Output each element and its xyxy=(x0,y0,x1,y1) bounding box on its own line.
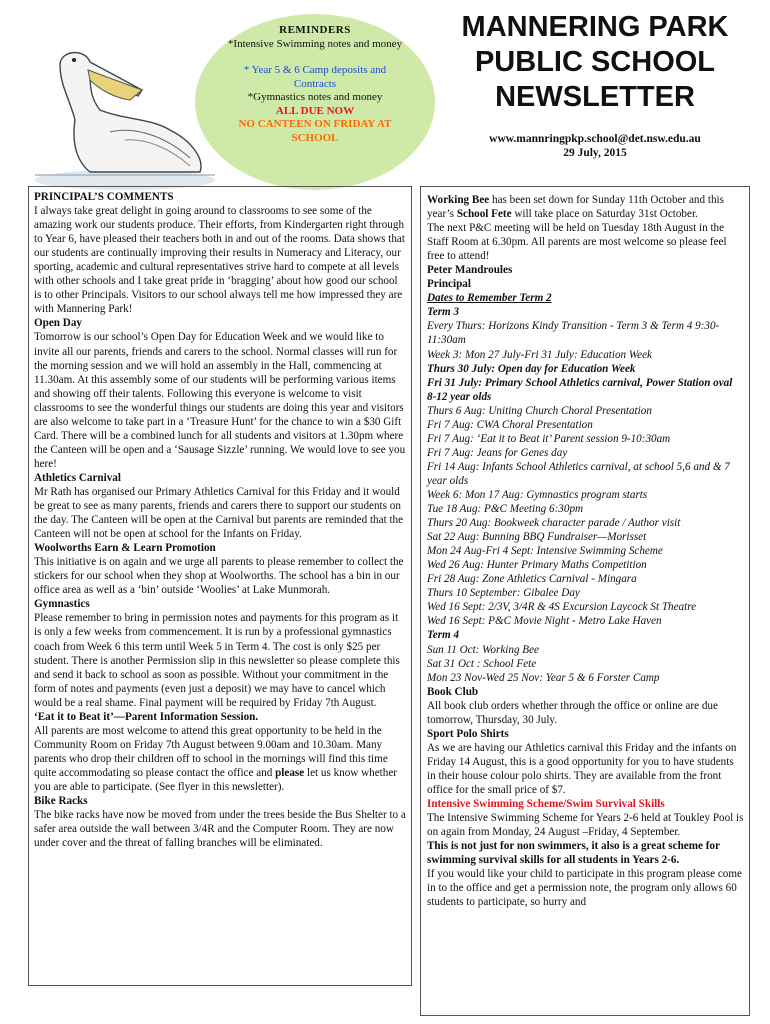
swimming-text: The Intensive Swimming Scheme for Years 2-6 held at Toukley Pool is on again from Monday, 24 August –Friday, 4 September. xyxy=(427,812,744,839)
polo-heading: Sport Polo Shirts xyxy=(427,727,509,740)
signature-name: Peter Mandroules xyxy=(427,264,513,277)
term4-heading: Term 4 xyxy=(427,629,460,642)
date-item: Every Thurs: Horizons Kindy Transition - Term 3 & Term 4 9:30-11:30am xyxy=(427,320,720,347)
athletics-text: Mr Rath has organised our Primary Athletics Carnival for this Friday and it would be great to see as many parents, friends and carers there to support our students on the day. The Canteen will be open at the Carnival but parents are reminded that the Canteen will not be open at school for the Infants on Friday. xyxy=(34,485,404,541)
gymnastics-heading: Gymnastics xyxy=(34,598,90,611)
date-item: Sat 31 Oct : School Fete xyxy=(427,657,537,670)
masthead-line-1: MANNERING PARK xyxy=(461,11,729,43)
masthead-line-2: PUBLIC SCHOOL xyxy=(474,46,716,78)
principal-text: I always take great delight in going around to classrooms to see some of the amazing work our students produce. Their efforts, from Kindergarten right through to Year 6, have pleased their teachers both in and out of the rooms. Data shows that our students are continually improving their results in Numeracy and Literacy, our sporting, academic and cultural representatives strive hard to compete at all levels with other schools and I take great pride in ‘bragging’ about how good our school is to other Principals. Visitors to our school always tell me how impressed they are with Mannering Park! xyxy=(34,205,405,316)
reminder-camp: * Year 5 & 6 Camp deposits and Contracts xyxy=(243,64,387,90)
dates-heading: Dates to Remember Term 2 xyxy=(427,292,552,305)
working-bee-text: Working Bee has been set down for Sunday 11th October and this year’s School Fete will take place on Saturday 31st October. xyxy=(427,194,724,221)
bike-text: The bike racks have now be moved from under the trees beside the Bus Shelter to a safer area outside the wall between 3/4R and the Computer Room. They are now under cover and the threat of falling branches will be eliminated. xyxy=(34,809,406,850)
left-column xyxy=(28,186,412,986)
date-item: Fri 7 Aug: CWA Choral Presentation xyxy=(427,418,593,431)
issue-date: 29 July, 2015 xyxy=(563,147,627,159)
date-item: Fri 14 Aug: Infants School Athletics carnival, at school 5,6 and & 7 year olds xyxy=(427,460,730,487)
swimming-bold-text: This is not just for non swimmers, it also is a great scheme for swimming survival skills for all students in Years 2-6. xyxy=(427,840,720,867)
date-item: Sat 22 Aug: Bunning BBQ Fundraiser—Morisset xyxy=(427,531,647,544)
openday-text: Tomorrow is our school’s Open Day for Education Week and we would like to invite all our parents, friends and carers to the school. Normal classes will run for the morning session and we will hold an assembly in the Hall, commencing at 11.30am. At this assembly some of our students will be performing various items and showing off their talents. Following this everyone is welcome to visit classrooms to see the wonderful things our students are doing this year and visitors are also welcome to take part in a ‘Treasure Hunt’ for the chance to win a $30 Gift Card. There will be a combined lunch for all students and visitors at 1.30pm where the Canteen will be open and a ‘Sausage Sizzle’ running. We would love to see you here! xyxy=(34,331,406,470)
date-item: Wed 16 Sept: P&C Movie Night - Metro Lake Haven xyxy=(427,615,662,628)
masthead-line-3: NEWSLETTER xyxy=(495,81,695,113)
woolworths-heading: Woolworths Earn & Learn Promotion xyxy=(34,542,216,555)
eat-it-heading: ‘Eat it to Beat it’—Parent Information Session. xyxy=(34,710,259,723)
date-item: Tue 18 Aug: P&C Meeting 6:30pm xyxy=(427,503,584,516)
pc-meeting-text: The next P&C meeting will be held on Tuesday 18th August in the Staff Room at 6.30pm. All parents are most welcome so please feel free to attend! xyxy=(427,222,727,263)
reminder-swimming: *Intensive Swimming notes and money xyxy=(227,37,403,50)
date-item: Fri 28 Aug: Zone Athletics Carnival - Mingara xyxy=(427,573,637,586)
reminder-all-due: ALL DUE NOW xyxy=(275,104,355,117)
athletics-heading: Athletics Carnival xyxy=(34,471,121,484)
right-column xyxy=(420,186,750,1016)
term3-heading: Term 3 xyxy=(427,306,460,319)
website-link[interactable]: www.mannringpkp.school@det.nsw.edu.au xyxy=(489,133,701,145)
bike-heading: Bike Racks xyxy=(34,795,88,808)
book-club-text: All book club orders whether through the office or online are due tomorrow, Thursday, 30 July. xyxy=(427,699,718,726)
date-item: Week 6: Mon 17 Aug: Gymnastics program starts xyxy=(427,488,648,501)
date-item: Sun 11 Oct: Working Bee xyxy=(427,643,539,656)
swimming-text-2: If you would like your child to participate in this program please come in to the office and get a permission note, the program only allows 60 students to participate, so hurry and xyxy=(427,868,742,909)
date-item: Fri 31 July: Primary School Athletics carnival, Power Station oval 8-12 year olds xyxy=(427,376,733,403)
date-item: Mon 24 Aug-Fri 4 Sept: Intensive Swimming Scheme xyxy=(427,545,663,558)
date-item: Fri 7 Aug: Jeans for Genes day xyxy=(427,446,568,459)
date-item: Thurs 10 September: Gibalee Day xyxy=(427,587,580,600)
masthead-meta xyxy=(440,132,750,160)
signature-title: Principal xyxy=(427,278,471,291)
swimming-heading: Intensive Swimming Scheme/Swim Survival Skills xyxy=(427,798,665,811)
gymnastics-text: Please remember to bring in permission notes and payments for this program as it is only a few weeks from commencement. It is run by a professional gymnastics coach from Week 6 this term until Week 5 in Term 4. The cost is only $25 per student. There is another Permission slip in this newsletter so please complete this and send it back to school as soon as possible. Without your commitment in the form of notes and payments (even just a deposit) we may have to cancel which would be a real shame. Final payment will be required by Friday 7th August. xyxy=(34,612,400,709)
date-item: Wed 16 Sept: 2/3V, 3/4R & 4S Excursion Laycock St Theatre xyxy=(427,601,697,614)
polo-text: As we are having our Athletics carnival this Friday and the infants on Friday 14 August, this is a good opportunity for you to have students in their house colour polo shirts. They are available from the front office for the small price of $7. xyxy=(427,741,737,796)
masthead xyxy=(440,10,750,115)
eat-it-please: please xyxy=(275,766,305,779)
pelican-illustration xyxy=(30,40,220,190)
reminder-no-canteen: NO CANTEEN ON FRIDAY AT SCHOOL xyxy=(238,118,392,144)
date-item: Fri 7 Aug: ‘Eat it to Beat it’ Parent session 9-10:30am xyxy=(427,432,671,445)
reminders-title: REMINDERS xyxy=(279,24,351,36)
date-item: Mon 23 Nov-Wed 25 Nov: Year 5 & 6 Forster Camp xyxy=(427,671,660,684)
reminders-box xyxy=(222,24,408,145)
date-item: Wed 26 Aug: Hunter Primary Maths Competition xyxy=(427,559,647,572)
date-item: Thurs 20 Aug: Bookweek character parade / Author visit xyxy=(427,517,681,530)
eat-it-text: All parents are most welcome to attend this great opportunity to be held in the Community Room on Friday 7th August between 9.00am and 10.30am. Many parents who drop their children off to school in the mornings will find this time quite accommodating so please contact the office and please let us know whether you are able to participate. (See flyer in this newsletter). xyxy=(34,724,398,793)
book-club-heading: Book Club xyxy=(427,685,479,698)
date-item: Thurs 30 July: Open day for Education Week xyxy=(427,362,636,375)
reminder-gymnastics: *Gymnastics notes and money xyxy=(247,91,383,103)
date-item: Thurs 6 Aug: Uniting Church Choral Presentation xyxy=(427,404,652,417)
openday-heading: Open Day xyxy=(34,317,82,330)
principal-heading: PRINCIPAL’S COMMENTS xyxy=(34,191,174,203)
date-item: Week 3: Mon 27 July-Fri 31 July: Education Week xyxy=(427,348,653,361)
woolworths-text: This initiative is on again and we urge all parents to please remember to collect the stickers for our school when they shop at Woolworths. The school has a bin in our office area as well as a ‘bin’ outside ‘Woolies’ at Lake Munmorah. xyxy=(34,556,404,597)
